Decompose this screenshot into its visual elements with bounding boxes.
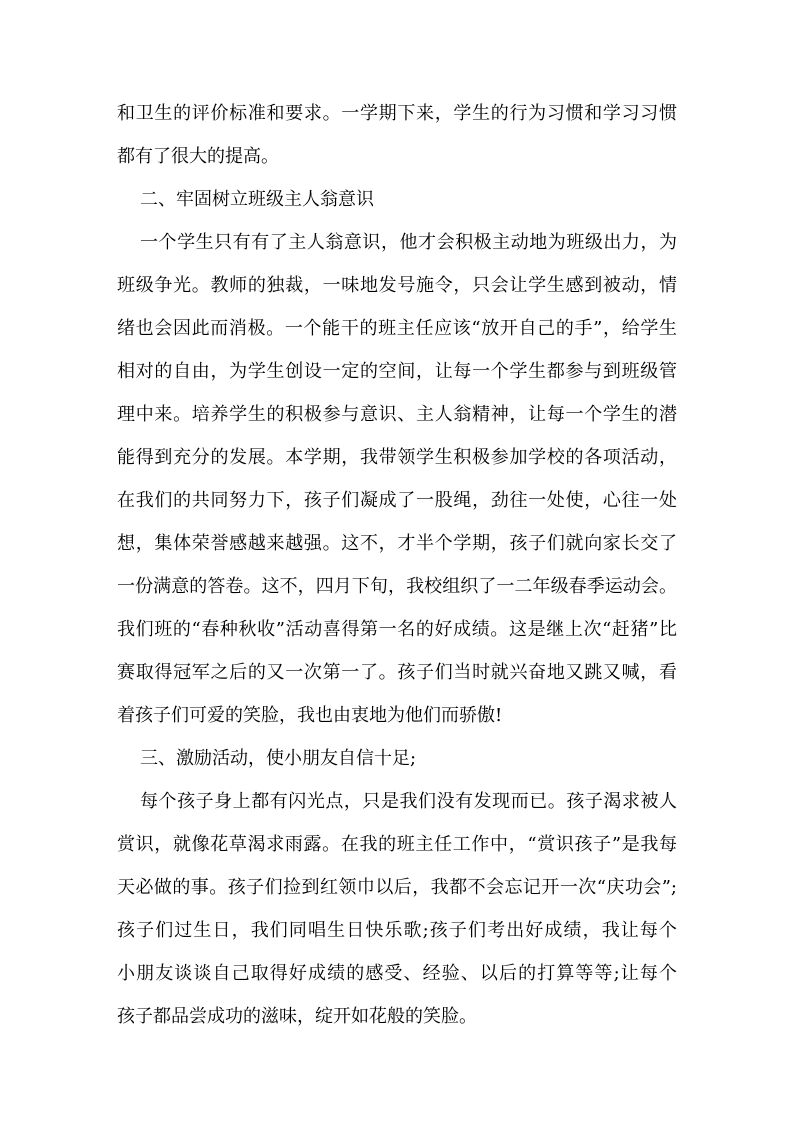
text-line: 在我们的共同努力下，孩子们凝成了一股绳，劲往一处使，心往一处 xyxy=(117,490,677,511)
text-line: 孩子们过生日，我们同唱生日快乐歌;孩子们考出好成绩，我让每个 xyxy=(117,920,677,941)
text-line: 每个孩子身上都有闪光点，只是我们没有发现而已。孩子渴求被人 xyxy=(140,791,677,812)
section-heading-3 xyxy=(117,737,677,780)
text-line: 孩子都品尝成功的滋味，绽开如花般的笑脸。 xyxy=(117,1006,477,1027)
section-heading-text: 二、牢固树立班级主人翁意识 xyxy=(140,189,374,210)
text-line: 小朋友谈谈自己取得好成绩的感受、经验、以后的打算等等;让每个 xyxy=(117,963,677,984)
paragraph-encouragement xyxy=(117,780,677,1038)
text-line: 想，集体荣誉感越来越强。这不，才半个学期，孩子们就向家长交了 xyxy=(117,533,677,554)
text-line: 和卫生的评价标准和要求。一学期下来，学生的行为习惯和学习习惯 xyxy=(117,103,677,124)
text-line: 相对的自由，为学生创设一定的空间，让每一个学生都参与到班级管 xyxy=(117,361,677,382)
section-heading-2 xyxy=(117,178,677,221)
text-line: 理中来。培养学生的积极参与意识、主人翁精神，让每一个学生的潜 xyxy=(117,404,677,425)
text-line: 赏识，就像花草渴求雨露。在我的班主任工作中，“赏识孩子”是我每 xyxy=(117,834,677,855)
body-text xyxy=(117,92,677,1038)
text-line: 班级争光。教师的独裁，一味地发号施令，只会让学生感到被动，情 xyxy=(117,275,677,296)
text-line: 一个学生只有有了主人翁意识，他才会积极主动地为班级出力，为 xyxy=(140,232,677,253)
text-line: 都有了很大的提高。 xyxy=(117,146,279,167)
text-line: 绪也会因此而消极。一个能干的班主任应该“放开自己的手”，给学生 xyxy=(117,318,677,339)
paragraph-ownership xyxy=(117,221,677,737)
paragraph-continued xyxy=(117,92,677,178)
text-line: 着孩子们可爱的笑脸，我也由衷地为他们而骄傲! xyxy=(117,705,503,726)
text-line: 天必做的事。孩子们捡到红领巾以后，我都不会忘记开一次“庆功会”; xyxy=(117,877,677,898)
text-line: 我们班的“春种秋收”活动喜得第一名的好成绩。这是继上次“赶猪”比 xyxy=(117,619,677,640)
section-heading-text: 三、激励活动，使小朋友自信十足; xyxy=(140,748,417,769)
text-line: 一份满意的答卷。这不，四月下旬，我校组织了一二年级春季运动会。 xyxy=(117,576,677,597)
text-line: 能得到充分的发展。本学期，我带领学生积极参加学校的各项活动， xyxy=(117,447,677,468)
text-line: 赛取得冠军之后的又一次第一了。孩子们当时就兴奋地又跳又喊，看 xyxy=(117,662,677,683)
